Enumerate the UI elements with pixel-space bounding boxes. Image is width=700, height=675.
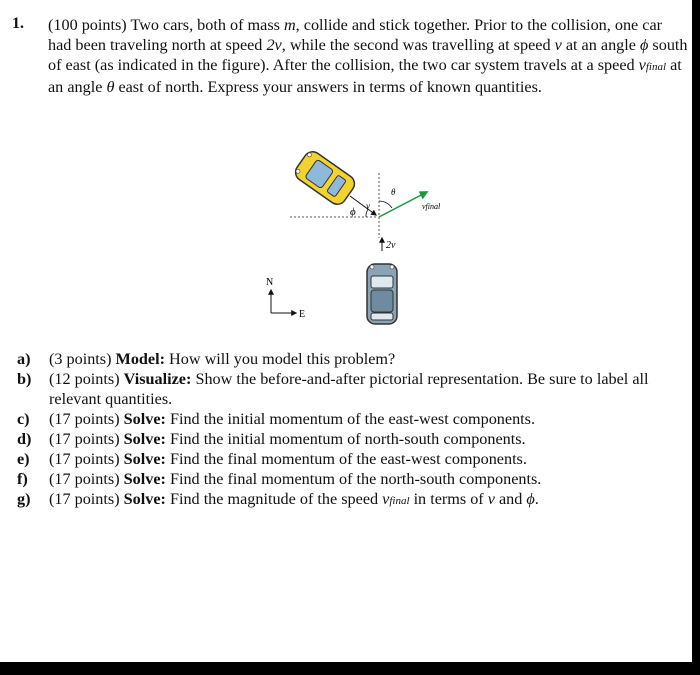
part-letter: a) [17, 350, 31, 368]
mass-symbol: m [283, 16, 296, 34]
v-symbol: v [487, 490, 495, 508]
question-number: 1. [12, 15, 24, 32]
prompt-text: , while the second was travelling at speed [281, 36, 555, 54]
part-points: (12 points) [49, 370, 124, 388]
prompt-text: at an angle [561, 36, 640, 54]
part-label: Solve: [123, 450, 166, 468]
speed-2v: 2v [266, 36, 282, 54]
part-letter: f) [17, 470, 28, 488]
part-text: How will you model this problem? [165, 350, 396, 368]
yellow-car [292, 148, 358, 207]
prompt-text: at an angle [48, 56, 682, 96]
prompt-text: south of east (as indicated in the figure). After the collision, the two car system travels at a speed [48, 36, 688, 74]
part-b [17, 369, 689, 409]
part-text: Find the final momentum of the east-west components. [165, 450, 527, 468]
part-a [17, 349, 689, 369]
question-parts [17, 349, 689, 511]
v-label: v [366, 201, 370, 211]
part-text: . [534, 490, 539, 508]
vfinal-symbol: v [382, 490, 390, 508]
part-f [17, 469, 689, 489]
part-points: (17 points) [49, 430, 124, 448]
part-letter: g) [17, 490, 31, 508]
compass-east-label: E [299, 309, 306, 320]
part-text: Find the initial momentum of the east-west components. [165, 410, 536, 428]
part-points: (17 points) [49, 470, 124, 488]
theta-symbol: θ [106, 78, 115, 96]
part-text: in terms of [409, 490, 488, 508]
part-letter: b) [17, 370, 32, 388]
part-points: (17 points) [49, 450, 124, 468]
part-letter: e) [17, 450, 30, 468]
part-points: (17 points) [49, 490, 124, 508]
part-label: Solve: [123, 470, 166, 488]
question-prompt [48, 15, 688, 97]
phi-symbol: ϕ [639, 36, 649, 54]
phi-symbol: ϕ [526, 490, 535, 508]
vfinal-subscript: final [389, 495, 410, 507]
part-text: Find the magnitude of the speed [165, 490, 383, 508]
vfinal-arrow [379, 192, 427, 217]
grey-car [367, 264, 397, 324]
part-points: (17 points) [49, 410, 124, 428]
vfinal-subscript: final [645, 61, 667, 73]
prompt-text: Two cars, both of mass [126, 16, 284, 34]
part-e [17, 449, 689, 469]
part-text: Find the final momentum of the north-south components. [165, 470, 542, 488]
part-label: Solve: [123, 410, 166, 428]
theta-label: θ [391, 187, 396, 197]
part-c [17, 409, 689, 429]
part-label: Visualize: [123, 370, 192, 388]
part-d [17, 429, 689, 449]
vfinal-symbol: v [638, 56, 646, 74]
part-label: Solve: [123, 490, 166, 508]
theta-angle-arc [379, 201, 392, 208]
part-text: Find the initial momentum of north-south components. [165, 430, 526, 448]
part-label: Solve: [123, 430, 166, 448]
phi-label: ϕ [350, 206, 356, 218]
part-label: Model: [115, 350, 165, 368]
part-text: and [494, 490, 527, 508]
part-letter: c) [17, 410, 30, 428]
part-g [17, 489, 689, 511]
part-text: Show the before-and-after pictorial representation. Be sure to label all relevant quantities. [49, 370, 649, 408]
collision-figure [250, 138, 490, 338]
part-points: (3 points) [49, 350, 116, 368]
prompt-text: east of north. Express your answers in terms of known quantities. [114, 78, 542, 96]
question-points: (100 points) [48, 16, 127, 34]
vfinal-label: vfinal [422, 202, 441, 211]
part-letter: d) [17, 430, 32, 448]
two-v-label: 2v [386, 240, 396, 251]
speed-v: v [554, 36, 562, 54]
compass-north-label: N [266, 277, 274, 288]
prompt-text: , collide and stick together. Prior to the collision, one car had been traveling north at speed [48, 16, 663, 54]
